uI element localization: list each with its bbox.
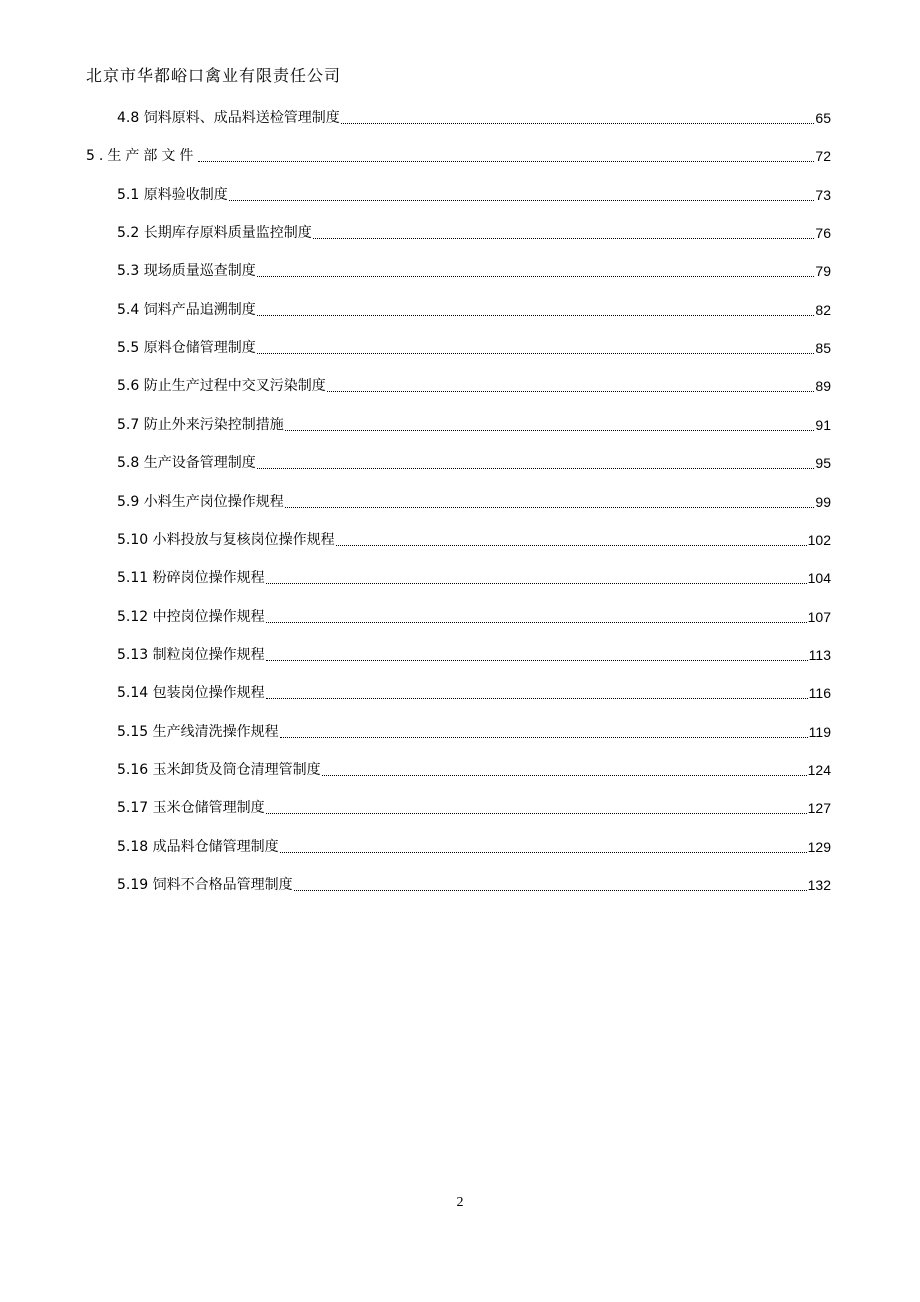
toc-dot-leader [280, 737, 808, 738]
toc-entry[interactable] [117, 337, 831, 359]
toc-dot-leader [266, 813, 807, 814]
toc-dot-leader [266, 698, 808, 699]
toc-dot-leader [198, 161, 814, 162]
toc-entry-label: 5.7 防止外来污染控制措施 [117, 417, 284, 433]
toc-entry-label: 5.2 长期库存原料质量监控制度 [117, 225, 312, 241]
toc-entry-page: 65 [815, 110, 831, 126]
toc-entry-page: 127 [807, 800, 831, 816]
toc-entry-label: 5.14 包装岗位操作规程 [117, 685, 265, 701]
toc-entry-page: 89 [815, 378, 831, 394]
toc-entry-page: 107 [807, 609, 831, 625]
toc-entry-label: 5.15 生产线清洗操作规程 [117, 724, 279, 740]
toc-entry-page: 85 [815, 340, 831, 356]
toc-entry-label: 5.19 饲料不合格品管理制度 [117, 877, 293, 893]
toc-entry-label: 5.生产部文件 [86, 148, 198, 164]
toc-entry-page: 102 [807, 532, 831, 548]
toc-entry-page: 124 [807, 762, 831, 778]
company-header: 北京市华都峪口禽业有限责任公司 [86, 66, 342, 85]
toc-entry-page: 91 [815, 417, 831, 433]
toc-dot-leader [266, 660, 808, 661]
toc-entry-label: 5.16 玉米卸货及筒仓清理管制度 [117, 762, 321, 778]
toc-entry[interactable] [117, 222, 831, 244]
toc-dot-leader [294, 890, 807, 891]
toc-entry-page: 82 [815, 302, 831, 318]
toc-dot-leader [322, 775, 807, 776]
toc-entry[interactable] [117, 107, 831, 129]
toc-dot-leader [257, 468, 815, 469]
toc-entry[interactable] [117, 874, 831, 896]
toc-entry-label: 5.1 原料验收制度 [117, 187, 228, 203]
toc-entry-label: 5.4 饲料产品追溯制度 [117, 302, 256, 318]
toc-entry[interactable] [117, 414, 831, 436]
toc-entry-page: 99 [815, 494, 831, 510]
toc-dot-leader [341, 123, 815, 124]
toc-dot-leader [266, 622, 807, 623]
toc-entry-page: 113 [808, 647, 831, 663]
toc-entry[interactable] [117, 260, 831, 282]
toc-entry[interactable] [117, 375, 831, 397]
toc-entry-page: 119 [808, 724, 831, 740]
page-number: 2 [456, 1195, 464, 1210]
toc-entry-page: 79 [815, 263, 831, 279]
toc-entry-label: 5.11 粉碎岗位操作规程 [117, 570, 265, 586]
toc-entry[interactable] [117, 184, 831, 206]
toc-entry[interactable] [117, 529, 831, 551]
toc-dot-leader [280, 852, 807, 853]
toc-entry-page: 129 [807, 839, 831, 855]
toc-dot-leader [313, 238, 815, 239]
toc-entry-label: 5.12 中控岗位操作规程 [117, 609, 265, 625]
toc-entry-label: 5.9 小料生产岗位操作规程 [117, 494, 284, 510]
toc-entry-label: 5.3 现场质量巡查制度 [117, 263, 256, 279]
toc-entry-page: 95 [815, 455, 831, 471]
toc-entry-label: 5.13 制粒岗位操作规程 [117, 647, 265, 663]
toc-entry[interactable] [117, 567, 831, 589]
toc-dot-leader [257, 276, 815, 277]
toc-entry[interactable] [117, 299, 831, 321]
toc-entry-label: 5.18 成品料仓储管理制度 [117, 839, 279, 855]
toc-entry[interactable] [86, 145, 831, 167]
toc-entry-label: 5.6 防止生产过程中交叉污染制度 [117, 378, 326, 394]
toc-entry[interactable] [117, 491, 831, 513]
toc-entry[interactable] [117, 759, 831, 781]
toc-entry-label: 5.5 原料仓储管理制度 [117, 340, 256, 356]
toc-entry-page: 73 [815, 187, 831, 203]
toc-entry[interactable] [117, 836, 831, 858]
toc-entry-label: 5.17 玉米仓储管理制度 [117, 800, 265, 816]
toc-entry-page: 104 [807, 570, 831, 586]
toc-entry[interactable] [117, 452, 831, 474]
toc-dot-leader [229, 200, 815, 201]
toc-entry[interactable] [117, 644, 831, 666]
toc-entry[interactable] [117, 682, 831, 704]
toc-dot-leader [336, 545, 807, 546]
toc-entry[interactable] [117, 721, 831, 743]
toc-entry-page: 116 [808, 685, 831, 701]
toc-dot-leader [266, 583, 807, 584]
toc-entry-page: 72 [815, 148, 831, 164]
toc-entry-label: 5.10 小料投放与复核岗位操作规程 [117, 532, 335, 548]
toc-entry-label: 4.8 饲料原料、成品料送检管理制度 [117, 110, 340, 126]
toc-dot-leader [285, 507, 815, 508]
toc-dot-leader [285, 430, 815, 431]
toc-dot-leader [257, 315, 815, 316]
toc-entry[interactable] [117, 606, 831, 628]
toc-dot-leader [257, 353, 815, 354]
toc-entry[interactable] [117, 797, 831, 819]
toc-dot-leader [327, 391, 815, 392]
toc-entry-page: 76 [815, 225, 831, 241]
toc-entry-page: 132 [807, 877, 831, 893]
toc-entry-label: 5.8 生产设备管理制度 [117, 455, 256, 471]
